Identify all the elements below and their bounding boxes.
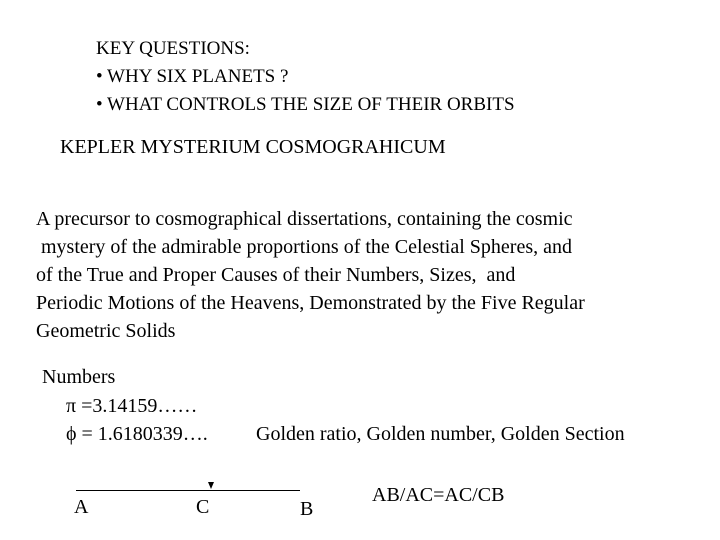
description-line: mystery of the admirable proportions of the Celestial Spheres, and — [36, 236, 572, 258]
point-a-label: A — [74, 496, 89, 518]
point-c-marker — [208, 482, 214, 489]
key-question-item: • WHY SIX PLANETS ? — [96, 66, 289, 87]
phi-names: Golden ratio, Golden number, Golden Section — [256, 423, 625, 445]
description-line: Geometric Solids — [36, 320, 176, 342]
kepler-title: KEPLER MYSTERIUM COSMOGRAHICUM — [60, 136, 446, 158]
golden-ratio-equation: AB/AC=AC/CB — [372, 484, 505, 506]
description-line: of the True and Proper Causes of their Numbers, Sizes, and — [36, 264, 516, 286]
segment-line — [76, 490, 300, 491]
numbers-heading: Numbers — [42, 366, 116, 388]
key-questions-heading: KEY QUESTIONS: — [96, 38, 250, 59]
phi-value: ϕ = 1.6180339…. — [66, 423, 208, 445]
description-line: A precursor to cosmographical dissertations, containing the cosmic — [36, 208, 573, 230]
point-b-label: B — [300, 498, 314, 520]
description-line: Periodic Motions of the Heavens, Demonstrated by the Five Regular — [36, 292, 585, 314]
pi-value: π =3.14159…… — [66, 395, 198, 417]
point-c-label: C — [196, 496, 210, 518]
key-question-item: • WHAT CONTROLS THE SIZE OF THEIR ORBITS — [96, 94, 515, 115]
